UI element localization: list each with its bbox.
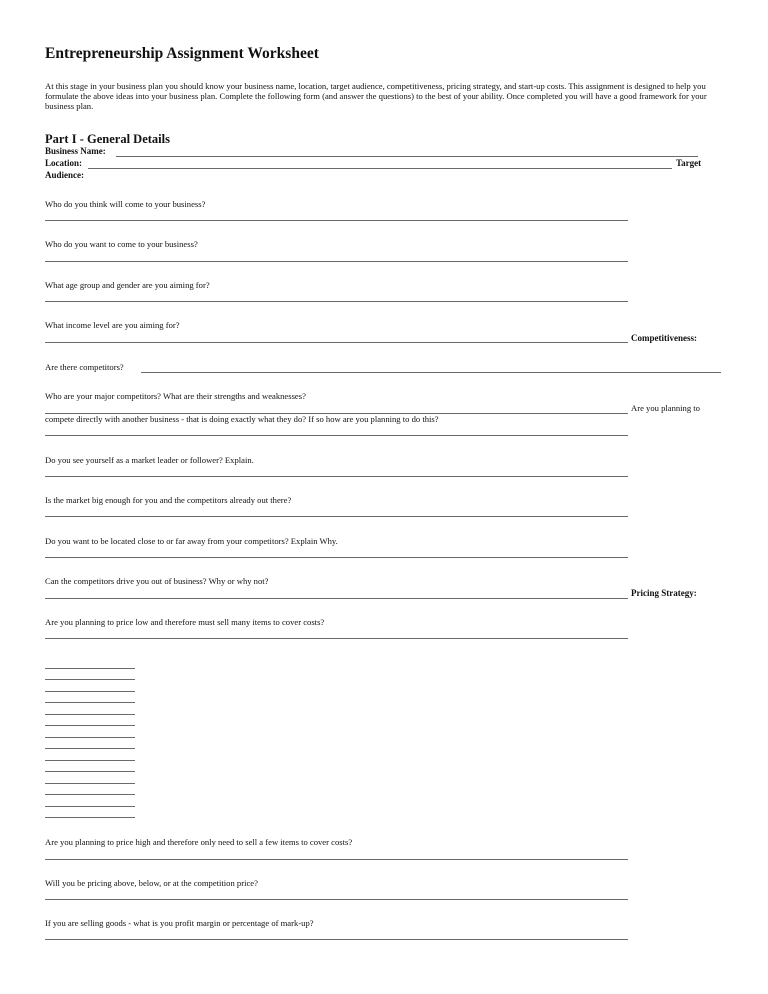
business-name-label: Business Name:	[45, 146, 106, 156]
short-answer-line[interactable]	[45, 737, 135, 738]
short-answer-line[interactable]	[45, 760, 135, 761]
answer-line[interactable]	[45, 899, 628, 900]
short-answer-line[interactable]	[45, 691, 135, 692]
question-income-level: What income level are you aiming for?	[45, 320, 180, 330]
answer-line[interactable]	[45, 859, 628, 860]
short-answer-line[interactable]	[45, 679, 135, 680]
question-compete-directly-start: Are you planning to	[631, 403, 700, 413]
short-answer-line[interactable]	[45, 817, 135, 818]
short-answer-line[interactable]	[45, 748, 135, 749]
answer-line[interactable]	[141, 372, 721, 373]
short-answer-line[interactable]	[45, 714, 135, 715]
answer-line[interactable]	[45, 476, 628, 477]
part-1-heading: Part I - General Details	[45, 132, 170, 146]
question-leader-follower: Do you see yourself as a market leader or follower? Explain.	[45, 455, 254, 465]
answer-line[interactable]	[45, 516, 628, 517]
question-profit-margin: If you are selling goods - what is you profit margin or percentage of mark-up?	[45, 918, 314, 928]
competitiveness-heading: Competitiveness:	[631, 333, 697, 343]
question-price-low: Are you planning to price low and therefore must sell many items to cover costs?	[45, 617, 325, 627]
page-title: Entrepreneurship Assignment Worksheet	[45, 45, 319, 62]
question-competitors-exist: Are there competitors?	[45, 362, 124, 372]
location-field[interactable]	[88, 168, 672, 169]
audience-label: Audience:	[45, 170, 84, 180]
question-competition-price: Will you be pricing above, below, or at the competition price?	[45, 878, 258, 888]
answer-line[interactable]	[45, 557, 628, 558]
business-name-field[interactable]	[116, 156, 698, 157]
answer-line[interactable]	[45, 301, 628, 302]
short-answer-line[interactable]	[45, 806, 135, 807]
answer-line[interactable]	[45, 220, 628, 221]
answer-line[interactable]	[45, 598, 628, 599]
short-answer-line[interactable]	[45, 725, 135, 726]
short-answer-line[interactable]	[45, 794, 135, 795]
target-label: Target	[676, 158, 702, 168]
question-market-size: Is the market big enough for you and the competitors already out there?	[45, 495, 292, 505]
location-label: Location:	[45, 158, 82, 168]
question-compete-directly: compete directly with another business - that is doing exactly what they do? If so how are you planning to do this?	[45, 414, 439, 424]
question-who-you-want: Who do you want to come to your business?	[45, 239, 198, 249]
question-major-competitors: Who are your major competitors? What are their strengths and weaknesses?	[45, 391, 306, 401]
short-answer-line[interactable]	[45, 771, 135, 772]
short-answer-line[interactable]	[45, 783, 135, 784]
answer-line[interactable]	[45, 939, 628, 940]
short-answer-line[interactable]	[45, 668, 135, 669]
answer-line[interactable]	[45, 342, 628, 343]
answer-line[interactable]	[45, 435, 628, 436]
question-who-will-come: Who do you think will come to your business?	[45, 199, 206, 209]
short-answer-line[interactable]	[45, 702, 135, 703]
pricing-strategy-heading: Pricing Strategy:	[631, 588, 697, 598]
question-age-gender: What age group and gender are you aiming for?	[45, 280, 210, 290]
answer-line[interactable]	[45, 638, 628, 639]
answer-line[interactable]	[45, 261, 628, 262]
question-price-high: Are you planning to price high and therefore only need to sell a few items to cover costs?	[45, 837, 353, 847]
intro-paragraph: At this stage in your business plan you should know your business name, location, target audience, competitiveness, pricing strategy, and start-up costs. This assignment is designed to help you formulate the above ideas into your business plan. Complete the following form (and answer the questions) to the best of your ability. Once completed you will have a good framework for your business plan.	[45, 81, 707, 111]
question-drive-out: Can the competitors drive you out of business? Why or why not?	[45, 576, 269, 586]
question-location-competitors: Do you want to be located close to or far away from your competitors? Explain Why.	[45, 536, 338, 546]
